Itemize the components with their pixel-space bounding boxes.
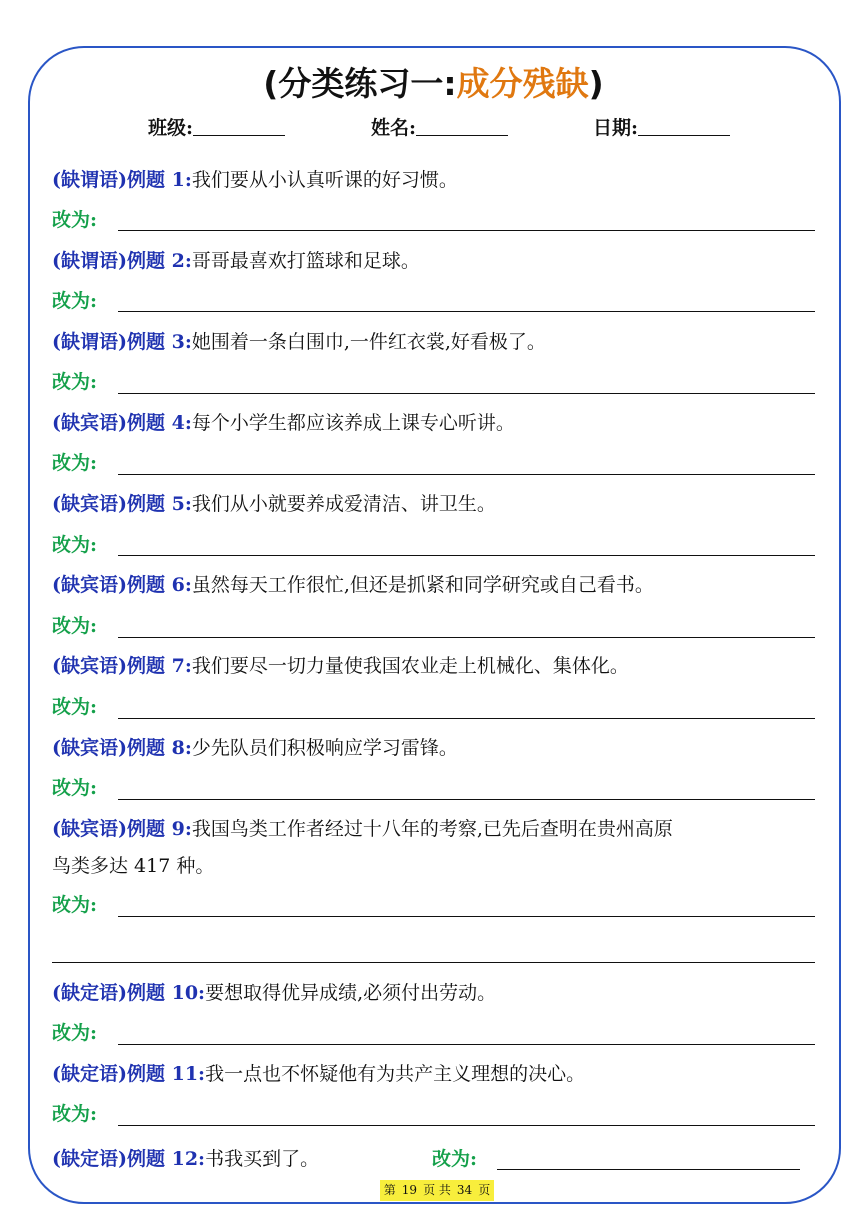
- question-12: [52, 1145, 319, 1173]
- date-blank[interactable]: [638, 115, 730, 136]
- name-blank[interactable]: [416, 115, 508, 136]
- question-text: 哥哥最喜欢打篮球和足球。: [191, 250, 420, 272]
- current-page: 19: [401, 1183, 418, 1197]
- answer-line[interactable]: [118, 230, 815, 231]
- answer-line[interactable]: [118, 916, 815, 917]
- page-border: [28, 46, 841, 1204]
- question-11: [52, 1060, 585, 1088]
- answer-line-extra[interactable]: [52, 962, 815, 963]
- question-tag: (缺宾语)例题 4:: [52, 412, 192, 434]
- question-tag: (缺谓语)例题 3:: [52, 331, 192, 353]
- page-mid: 页 共: [423, 1183, 451, 1197]
- question-1: [52, 166, 458, 194]
- class-label: 班级:: [148, 117, 194, 139]
- question-8: [52, 734, 458, 762]
- question-3: [52, 328, 546, 356]
- title-open-paren: (: [263, 64, 279, 103]
- question-tag: (缺定语)例题 11:: [52, 1063, 206, 1085]
- answer-label: 改为:: [52, 615, 98, 637]
- question-9: [52, 815, 673, 843]
- title-main: 分类练习一:: [278, 64, 457, 103]
- answer-line[interactable]: [118, 718, 815, 719]
- page-number: [380, 1180, 494, 1201]
- question-10: [52, 979, 496, 1007]
- title-accent: 成分残缺: [456, 64, 589, 103]
- answer-line[interactable]: [118, 1044, 815, 1045]
- answer-line[interactable]: [118, 1125, 815, 1126]
- class-field: [148, 114, 285, 142]
- question-text-continued: 鸟类多达 417 种。: [52, 855, 215, 877]
- answer-line[interactable]: [118, 311, 815, 312]
- question-tag: (缺宾语)例题 8:: [52, 737, 192, 759]
- question-tag: (缺谓语)例题 1:: [52, 169, 192, 191]
- answer-line[interactable]: [118, 799, 815, 800]
- date-field: [593, 114, 730, 142]
- question-5: [52, 490, 496, 518]
- question-text: 每个小学生都应该养成上课专心听讲。: [191, 412, 515, 434]
- class-blank[interactable]: [193, 115, 285, 136]
- question-2: [52, 247, 420, 275]
- name-label: 姓名:: [371, 117, 417, 139]
- answer-label: 改为:: [52, 534, 98, 556]
- answer-label: 改为:: [432, 1148, 478, 1170]
- question-text: 虽然每天工作很忙,但还是抓紧和同学研究或自己看书。: [191, 574, 654, 596]
- answer-line[interactable]: [118, 637, 815, 638]
- question-tag: (缺定语)例题 10:: [52, 982, 206, 1004]
- question-text: 书我买到了。: [205, 1148, 320, 1170]
- answer-line[interactable]: [118, 555, 815, 556]
- question-text: 她围着一条白围巾,一件红衣裳,好看极了。: [191, 331, 546, 353]
- answer-label: 改为:: [52, 1103, 98, 1125]
- answer-line[interactable]: [497, 1169, 800, 1170]
- answer-label: 改为:: [52, 696, 98, 718]
- question-tag: (缺谓语)例题 2:: [52, 250, 192, 272]
- answer-line[interactable]: [118, 393, 815, 394]
- answer-line[interactable]: [118, 474, 815, 475]
- question-6: [52, 571, 654, 599]
- name-field: [371, 114, 508, 142]
- question-7: [52, 652, 629, 680]
- question-4: [52, 409, 515, 437]
- answer-label: 改为:: [52, 209, 98, 231]
- answer-label: 改为:: [52, 777, 98, 799]
- answer-label: 改为:: [52, 452, 98, 474]
- answer-label: 改为:: [52, 894, 98, 916]
- page-title: [0, 60, 867, 108]
- answer-label: 改为:: [52, 290, 98, 312]
- title-close-paren: ): [588, 64, 604, 103]
- date-label: 日期:: [593, 117, 639, 139]
- question-text: 我们要从小认真听课的好习惯。: [191, 169, 458, 191]
- question-tag: (缺宾语)例题 6:: [52, 574, 192, 596]
- page-suffix: 页: [478, 1183, 491, 1197]
- question-tag: (缺宾语)例题 9:: [52, 818, 192, 840]
- total-pages: 34: [456, 1183, 473, 1197]
- question-text: 我们要尽一切力量使我国农业走上机械化、集体化。: [191, 655, 629, 677]
- answer-label: 改为:: [52, 1022, 98, 1044]
- question-tag: (缺宾语)例题 5:: [52, 493, 192, 515]
- question-text: 我一点也不怀疑他有为共产主义理想的决心。: [205, 1063, 586, 1085]
- question-text: 我们从小就要养成爱清洁、讲卫生。: [191, 493, 496, 515]
- answer-label: 改为:: [52, 371, 98, 393]
- question-text: 少先队员们积极响应学习雷锋。: [191, 737, 458, 759]
- page-prefix: 第: [383, 1183, 396, 1197]
- question-tag: (缺定语)例题 12:: [52, 1148, 206, 1170]
- question-tag: (缺宾语)例题 7:: [52, 655, 192, 677]
- question-text: 我国鸟类工作者经过十八年的考察,已先后查明在贵州高原: [191, 818, 673, 840]
- question-text: 要想取得优异成绩,必须付出劳动。: [205, 982, 497, 1004]
